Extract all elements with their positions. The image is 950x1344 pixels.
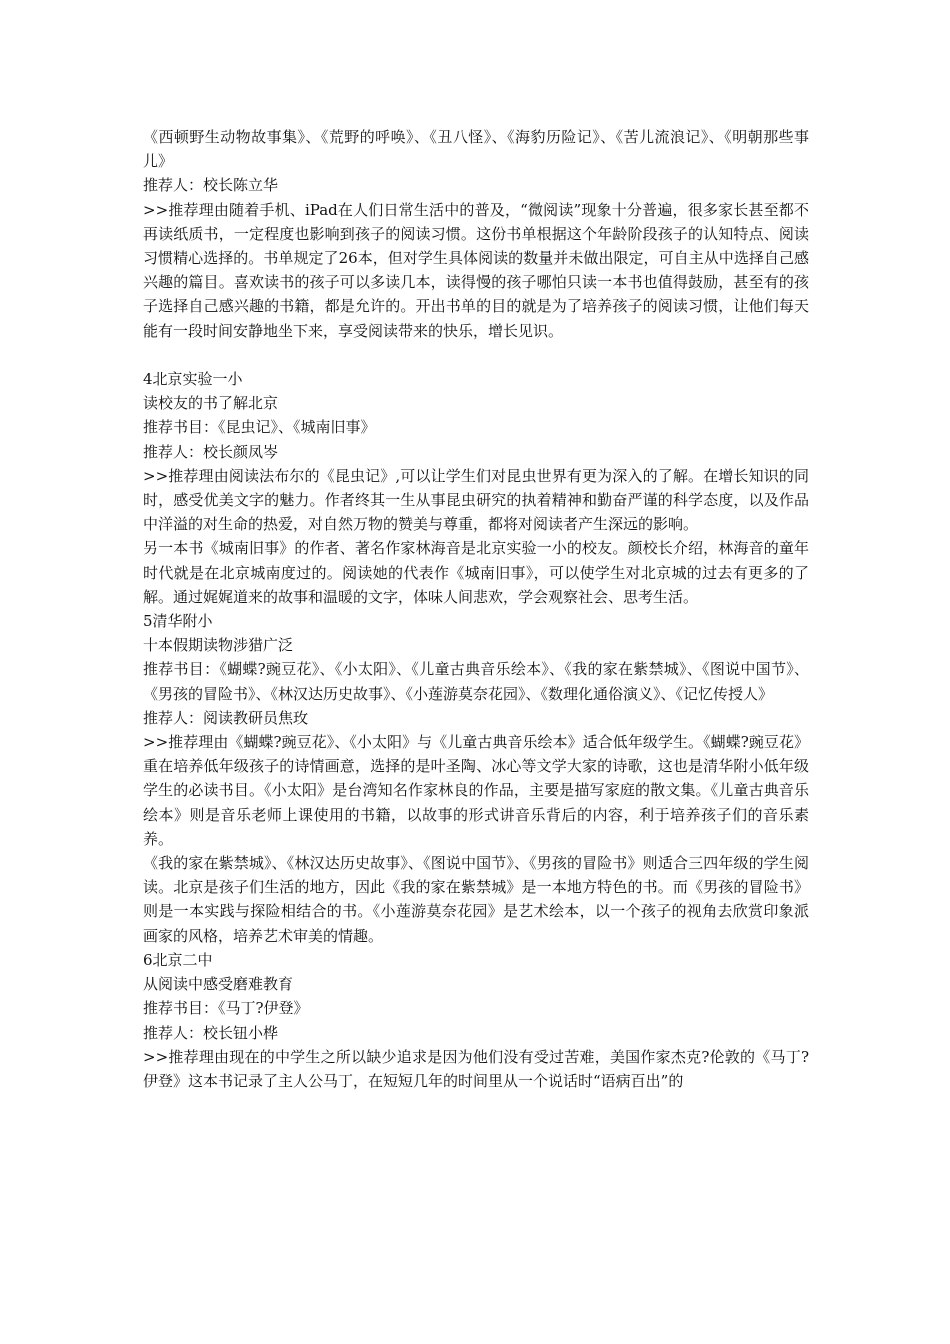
reason-paragraph: >>推荐理由随着手机、iPad在人们日常生活中的普及，“微阅读”现象十分普遍，很多家长甚至都不再读纸质书，一定程度也影响到孩子的阅读习惯。这份书单根据这个年龄阶段孩子的认知特点、阅读习惯精心选择的。书单规定了26本，但对学生具体阅读的数量并未做出限定，可自主从中选择自己感兴趣的篇目。喜欢读书的孩子可以多读几本，读得慢的孩子哪怕只读一本书也值得鼓励，甚至有的孩子选择自己感兴趣的书籍，都是允许的。开出书单的目的就是为了培养孩子的阅读习惯，让他们每天能有一段时间安静地坐下来，享受阅读带来的快乐，增长见识。 [143, 200, 809, 340]
recommender-line: 推荐人：校长陈立华 [143, 176, 279, 195]
body-paragraph-5b: 《我的家在紫禁城》、《林汉达历史故事》、《图说中国节》、《男孩的冒险书》则适合三四年级的学生阅读。北京是孩子们生活的地方，因此《我的家在紫禁城》是一本地方特色的书。而《男孩的冒险书》则是一本实践与探险相结合的书。《小莲游莫奈花园》是艺术绘本，以一个孩子的视角去欣赏印象派画家的风格，培养艺术审美的情趣。 [143, 854, 809, 945]
book-list-6: 推荐书目：《马丁?伊登》 [143, 999, 309, 1018]
recommender-line-4: 推荐人：校长颜凤岑 [143, 442, 279, 461]
section-subtitle-5: 十本假期读物涉猎广泛 [143, 636, 294, 655]
reason-paragraph-6: >>推荐理由现在的中学生之所以缺少追求是因为他们没有受过苦难，美国作家杰克?伦敦的《马丁?伊登》这本书记录了主人公马丁，在短短几年的时间里从一个说话时“语病百出”的 [143, 1047, 809, 1090]
book-list-4: 推荐书目：《昆虫记》、《城南旧事》 [143, 418, 376, 437]
blank-line [143, 343, 809, 367]
recommender-line-6: 推荐人：校长钮小桦 [143, 1023, 279, 1042]
section-subtitle-6: 从阅读中感受磨难教育 [143, 975, 294, 994]
book-list-continued: 《西顿野生动物故事集》、《荒野的呼唤》、《丑八怪》、《海豹历险记》、《苦儿流浪记》、《明朝那些事儿》 [143, 128, 809, 171]
section-heading-5: 5清华附小 [143, 612, 213, 631]
recommender-line-5: 推荐人：阅读教研员焦玫 [143, 708, 309, 727]
body-paragraph-4b: 另一本书《城南旧事》的作者、著名作家林海音是北京实验一小的校友。颜校长介绍，林海音的童年时代就是在北京城南度过的。阅读她的代表作《城南旧事》，可以使学生对北京城的过去有更多的了解。通过娓娓道来的故事和温暖的文字，体味人间悲欢，学会观察社会、思考生活。 [143, 539, 809, 606]
section-heading-4: 4北京实验一小 [143, 370, 243, 389]
document-body [143, 125, 809, 1093]
reason-paragraph-4: >>推荐理由阅读法布尔的《昆虫记》,可以让学生们对昆虫世界有更为深入的了解。在增长知识的同时，感受优美文字的魅力。作者终其一生从事昆虫研究的执着精神和勤奋严谨的科学态度，以及作品中洋溢的对生命的热爱，对自然万物的赞美与尊重，都将对阅读者产生深远的影响。 [143, 466, 809, 534]
section-subtitle-4: 读校友的书了解北京 [143, 394, 279, 413]
section-heading-6: 6北京二中 [143, 950, 213, 969]
reason-paragraph-5: >>推荐理由《蝴蝶?豌豆花》、《小太阳》与《儿童古典音乐绘本》适合低年级学生。《蝴蝶?豌豆花》重在培养低年级孩子的诗情画意，选择的是叶圣陶、冰心等文学大家的诗歌，这也是清华附小低年级学生的必读书目。《小太阳》是台湾知名作家林良的作品，主要是描写家庭的散文集。《儿童古典音乐绘本》则是音乐老师上课使用的书籍，以故事的形式讲音乐背后的内容，利于培养孩子们的音乐素养。 [143, 733, 809, 848]
book-list-5: 推荐书目：《蝴蝶?豌豆花》、《小太阳》、《儿童古典音乐绘本》、《我的家在紫禁城》、《图说中国节》、《男孩的冒险书》、《林汉达历史故事》、《小莲游莫奈花园》、《数理化通俗演义》、《记忆传授人》 [143, 660, 809, 703]
